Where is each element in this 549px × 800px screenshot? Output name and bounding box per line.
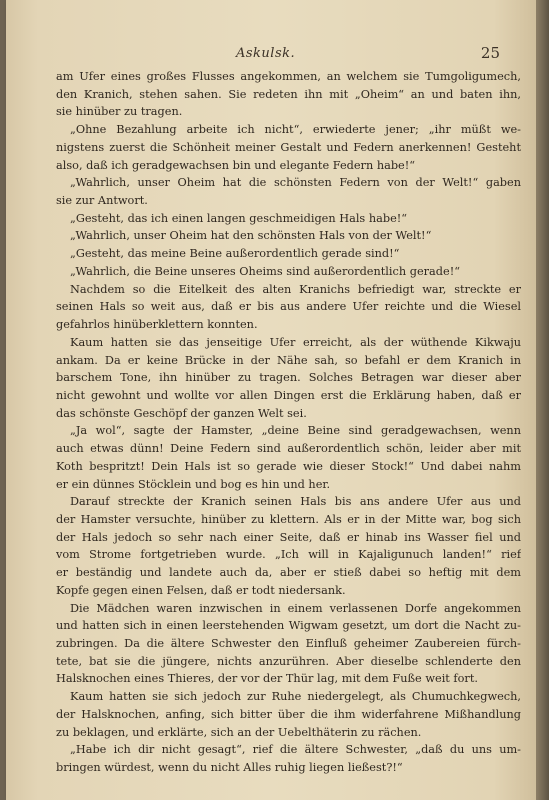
text-line: am Ufer eines großes Flusses angekommen, an welchem sie Tumgoligumech, xyxy=(56,70,521,83)
text-line: zu beklagen, und erklärte, sich an der Uebelthäterin zu rächen. xyxy=(56,725,422,739)
text-line: „Ja wol“, sagte der Hamster, „deine Beine sind geradgewachsen, wenn xyxy=(70,424,521,438)
text-line: „Wahrlich, die Beine unseres Oheims sind außerordentlich gerade!“ xyxy=(70,264,461,278)
text-line: Koth bespritzt! Dein Hals ist so gerade wie dieser Stock!“ Und dabei nahm xyxy=(56,459,521,473)
text-line: auch etwas dünn! Deine Federn sind außerordentlich schön, leider aber mit xyxy=(56,442,521,456)
text-line: barschem Tone, ihn hinüber zu tragen. Solches Betragen war dieser aber xyxy=(56,371,521,385)
text-line: also, daß ich geradgewachsen bin und elegante Federn habe!“ xyxy=(56,158,416,172)
text-line: der Hals jedoch so sehr nach einer Seite, daß er hinab ins Wasser fiel und xyxy=(56,530,521,544)
text-line: seinen Hals so weit aus, daß er bis aus andere Ufer reichte und die Wiesel xyxy=(56,300,521,314)
text-line: „Wahrlich, unser Oheim hat den schönsten Hals von der Welt!“ xyxy=(70,229,432,243)
text-line: sie zur Antwort. xyxy=(56,194,148,208)
text-line: „Habe ich dir nicht gesagt“, rief die ältere Schwester, „daß du uns um- xyxy=(70,743,521,757)
text-line: er ein dünnes Stöcklein und bog es hin und her. xyxy=(56,477,331,491)
text-line: das schönste Geschöpf der ganzen Welt sei. xyxy=(56,406,307,420)
text-line: bringen würdest, wenn du nicht Alles ruhig liegen ließest?!“ xyxy=(56,761,403,775)
text-line: „Gesteht, das ich einen langen geschmeidigen Hals habe!“ xyxy=(70,211,408,225)
text-line: Darauf streckte der Kranich seinen Hals bis ans andere Ufer aus und xyxy=(70,495,521,509)
text-line: Nachdem so die Eitelkeit des alten Kranichs befriedigt war, streckte er xyxy=(70,282,521,296)
book-page xyxy=(6,0,536,800)
text-line: vom Strome fortgetrieben wurde. „Ich will in Kajaligunuch landen!“ rief xyxy=(56,548,521,562)
text-line: und hatten sich in einen leerstehenden Wigwam gesetzt, um dort die Nacht zu- xyxy=(56,619,521,633)
text-line: nicht gewohnt und wollte vor allen Dingen erst die Erklärung haben, daß er xyxy=(56,388,521,402)
body-text xyxy=(56,68,521,777)
text-line: nigstens zuerst die Schönheit meiner Gestalt und Federn anerkennen! Gesteht xyxy=(56,140,521,154)
text-line: Die Mädchen waren inzwischen in einem verlassenen Dorfe angekommen xyxy=(70,601,521,615)
text-line: tete, bat sie die jüngere, nichts anzurühren. Aber dieselbe schlenderte den xyxy=(56,654,521,668)
page-number: 25 xyxy=(480,44,500,62)
text-line: Halsknochen eines Thieres, der vor der Thür lag, mit dem Fuße weit fort. xyxy=(56,672,478,686)
text-line: „Gesteht, das meine Beine außerordentlich gerade sind!“ xyxy=(70,247,400,261)
running-head: Askulsk. xyxy=(236,46,296,61)
page-header xyxy=(46,44,506,64)
text-line: er beständig und landete auch da, aber er stieß dabei so heftig mit dem xyxy=(56,566,521,580)
text-line: ankam. Da er keine Brücke in der Nähe sah, so befahl er dem Kranich in xyxy=(56,353,521,367)
text-line: gefahrlos hinüberklettern konnten. xyxy=(56,318,258,332)
text-line: Kaum hatten sie das jenseitige Ufer erreicht, als der wüthende Kikwaju xyxy=(70,335,521,349)
text-line: der Hamster versuchte, hinüber zu klettern. Als er in der Mitte war, bog sich xyxy=(56,512,521,526)
text-line: den Kranich, stehen sahen. Sie redeten ihn mit „Oheim“ an und baten ihn, xyxy=(56,87,521,101)
page-edge xyxy=(536,0,549,800)
text-line: „Ohne Bezahlung arbeite ich nicht“, erwiederte jener; „ihr müßt we- xyxy=(70,123,521,137)
text-line: Kaum hatten sie sich jedoch zur Ruhe niedergelegt, als Chumuchkegwech, xyxy=(70,690,521,704)
text-line: „Wahrlich, unser Oheim hat die schönsten Federn von der Welt!“ gaben xyxy=(70,176,521,190)
text-line: sie hinüber zu tragen. xyxy=(56,105,183,119)
text-line: der Halsknochen, anfing, sich bitter über die ihm widerfahrene Mißhandlung xyxy=(56,707,521,721)
text-line: zubringen. Da die ältere Schwester den Einfluß geheimer Zaubereien fürch- xyxy=(56,637,521,650)
text-line: Kopfe gegen einen Felsen, daß er todt niedersank. xyxy=(56,583,346,597)
